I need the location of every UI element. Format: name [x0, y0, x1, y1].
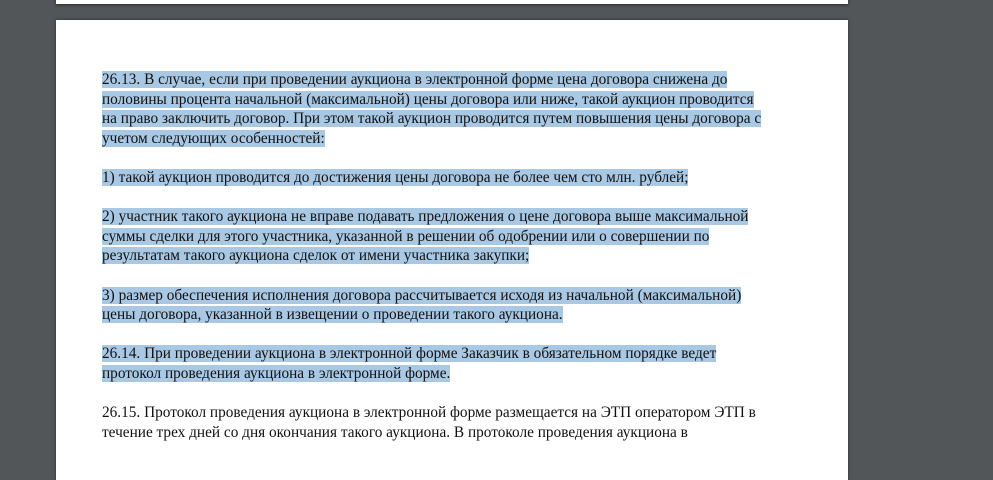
- highlighted-text: суммы сделки для этого участника, указанной в решении об одобрении или о совершении по: [102, 227, 710, 245]
- text: течение трех дней со дня окончания такого аукциона. В протоколе проведения аукциона в: [102, 423, 688, 441]
- text-line: [102, 286, 822, 306]
- text-line: [102, 423, 822, 443]
- highlighted-text: 1) такой аукцион проводится до достижения цены договора не более чем сто млн. рублей;: [102, 168, 689, 186]
- highlighted-text: учетом следующих особенностей:: [102, 129, 325, 147]
- highlighted-text: 26.13. В случае, если при проведении аукциона в электронной форме цена договора снижена до: [102, 71, 728, 88]
- paragraph-p-26-14: [102, 344, 822, 383]
- paragraph-p-26-13: [102, 70, 822, 148]
- highlighted-text: цены договора, указанной в извещении о проведении такого аукциона.: [102, 306, 563, 324]
- paragraph-p-item-2: [102, 207, 822, 266]
- text-line: [102, 344, 822, 364]
- paragraph-p-item-1: [102, 168, 822, 188]
- page-content: [102, 70, 822, 462]
- highlighted-text: 26.14. При проведении аукциона в электронной форме Заказчик в обязательном порядке ведет: [102, 345, 717, 363]
- highlighted-text: 3) размер обеспечения исполнения договора рассчитывается исходя из начальной (максимальной): [102, 286, 742, 304]
- text-line: [102, 207, 822, 227]
- text-line: [102, 403, 822, 423]
- text-line: [102, 168, 822, 188]
- highlighted-text: протокол проведения аукциона в электронной форме.: [102, 364, 451, 382]
- text-line: [102, 70, 822, 90]
- highlighted-text: на право заключить договор. При этом такой аукцион проводится путем повышения цены договора с: [102, 110, 762, 128]
- text-line: [102, 246, 822, 266]
- document-page: [56, 20, 848, 480]
- text-line: [102, 227, 822, 247]
- highlighted-text: результатам такого аукциона сделок от имени участника закупки;: [102, 247, 530, 265]
- text: 26.15. Протокол проведения аукциона в электронной форме размещается на ЭТП оператором ЭТП в: [102, 404, 756, 422]
- text-line: [102, 305, 822, 325]
- highlighted-text: 2) участник такого аукциона не вправе подавать предложения о цене договора выше максимальной: [102, 208, 749, 226]
- text-line: [102, 109, 822, 129]
- text-line: [102, 129, 822, 149]
- paragraph-p-item-3: [102, 286, 822, 325]
- previous-page: [56, 0, 848, 4]
- highlighted-text: половины процента начальной (максимальной) цены договора или ниже, такой аукцион проводится: [102, 90, 754, 108]
- paragraph-p-26-15: [102, 403, 822, 442]
- text-line: [102, 364, 822, 384]
- text-line: [102, 90, 822, 110]
